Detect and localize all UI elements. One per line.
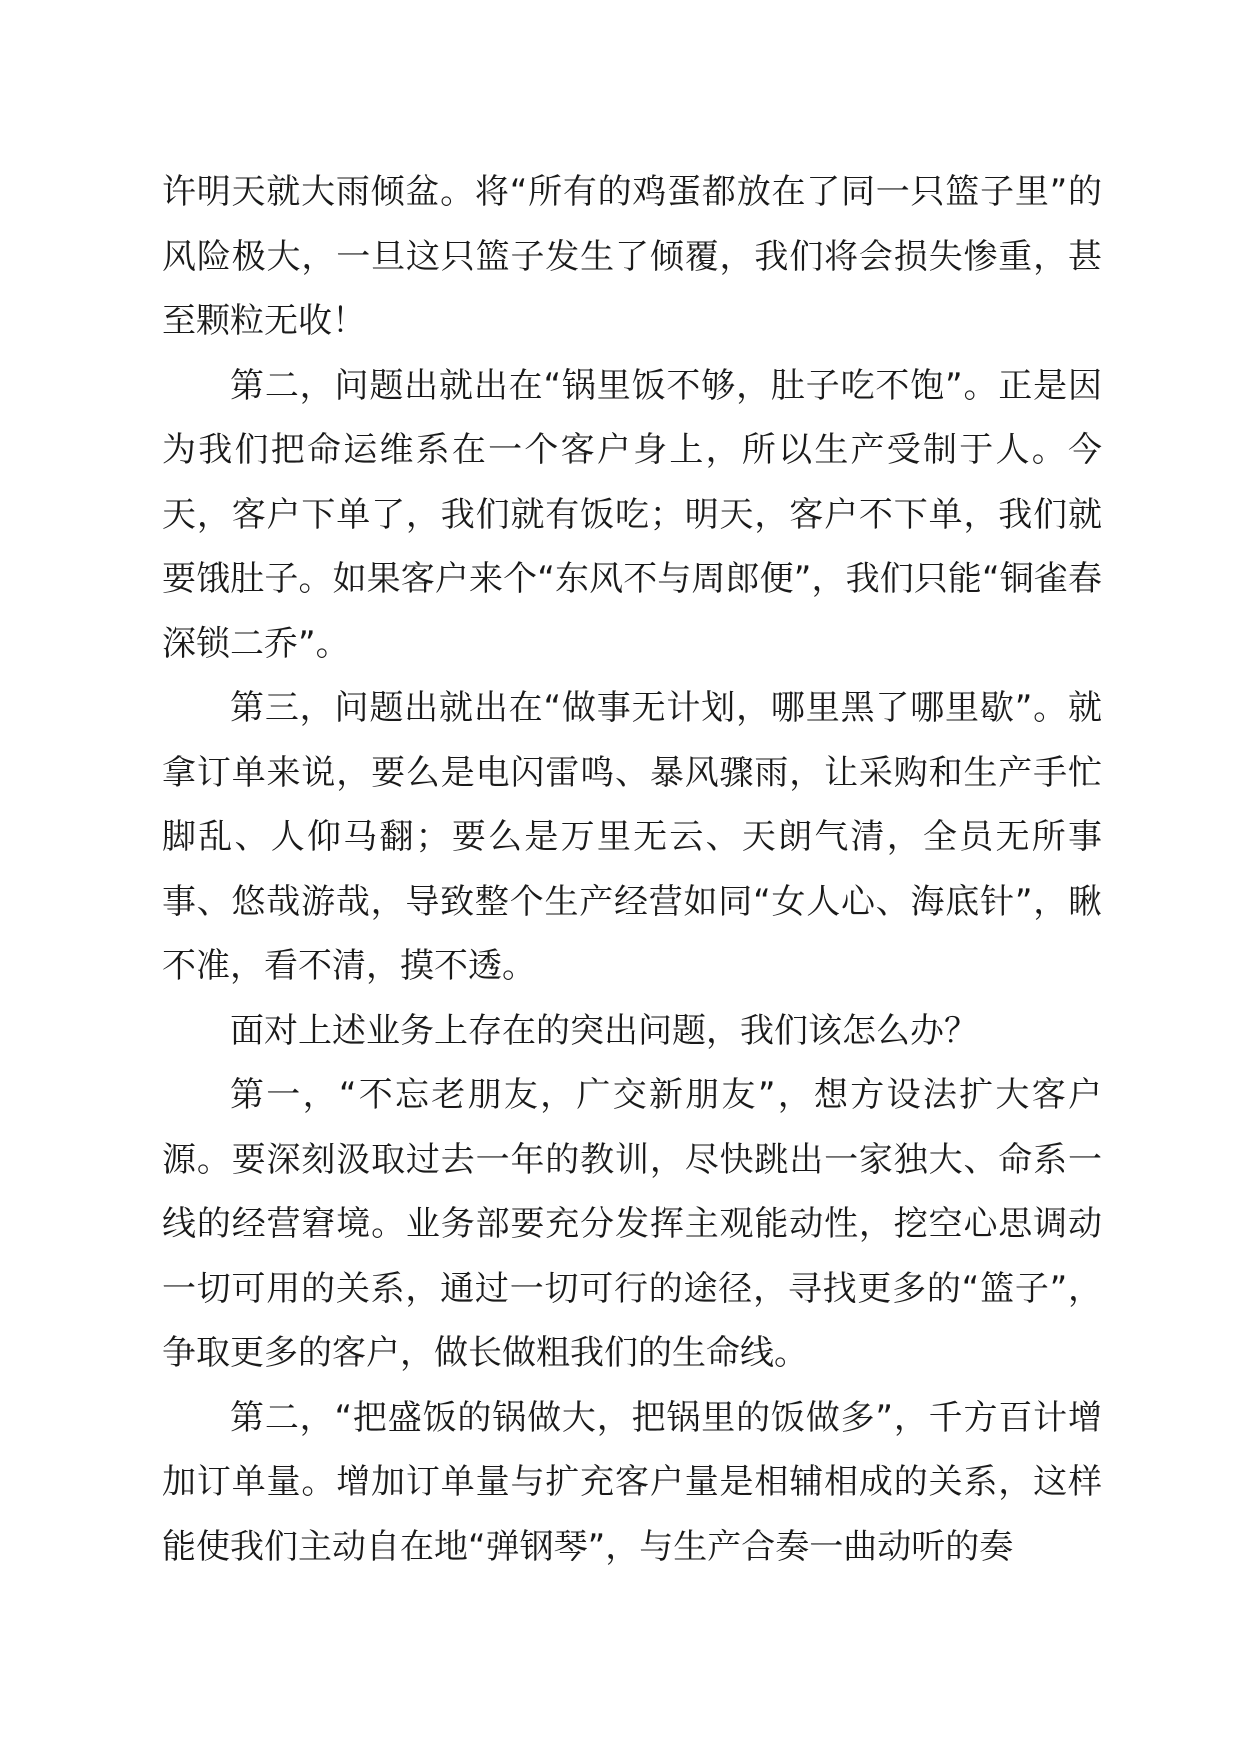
paragraph-question: 面对上述业务上存在的突出问题，我们该怎么办？ (230, 1010, 978, 1051)
paragraph-solution-one: 第一，“不忘老朋友，广交新朋友”，想方设法扩大客户源。要深刻汲取过去一年的教训，尽快跳出一家独大、命系一线的经营窘境。业务部要充分发挥主观能动性，挖空心思调动一切可用的关系，通过一切可行的途径，寻找更多的“篮子”，争取更多的客户，做长做粗我们的生命线。 (162, 1075, 1102, 1373)
paragraph-continuation: 许明天就大雨倾盆。将“所有的鸡蛋都放在了同一只篮子里”的风险极大，一旦这只篮子发生了倾覆，我们将会损失惨重，甚至颗粒无收！ (162, 172, 1102, 341)
paragraph-problem-two: 第二，问题出就出在“锅里饭不够，肚子吃不饱”。正是因为我们把命运维系在一个客户身上，所以生产受制于人。今天，客户下单了，我们就有饭吃；明天，客户不下单，我们就要饿肚子。如果客户来个“东风不与周郎便”，我们只能“铜雀春深锁二乔”。 (162, 365, 1102, 664)
paragraph-solution-two: 第二，“把盛饭的锅做大，把锅里的饭做多”，千方百计增加订单量。增加订单量与扩充客户量是相辅相成的关系，这样能使我们主动自在地“弹钢琴”，与生产合奏一曲动听的奏 (162, 1397, 1102, 1567)
paragraph-problem-three: 第三，问题出就出在“做事无计划，哪里黑了哪里歇”。就拿订单来说，要么是电闪雷鸣、暴风骤雨，让采购和生产手忙脚乱、人仰马翻；要么是万里无云、天朗气清，全员无所事事、悠哉游哉，导致整个生产经营如同“女人心、海底针”，瞅不准，看不清，摸不透。 (162, 688, 1102, 986)
body-text (162, 160, 1102, 1579)
